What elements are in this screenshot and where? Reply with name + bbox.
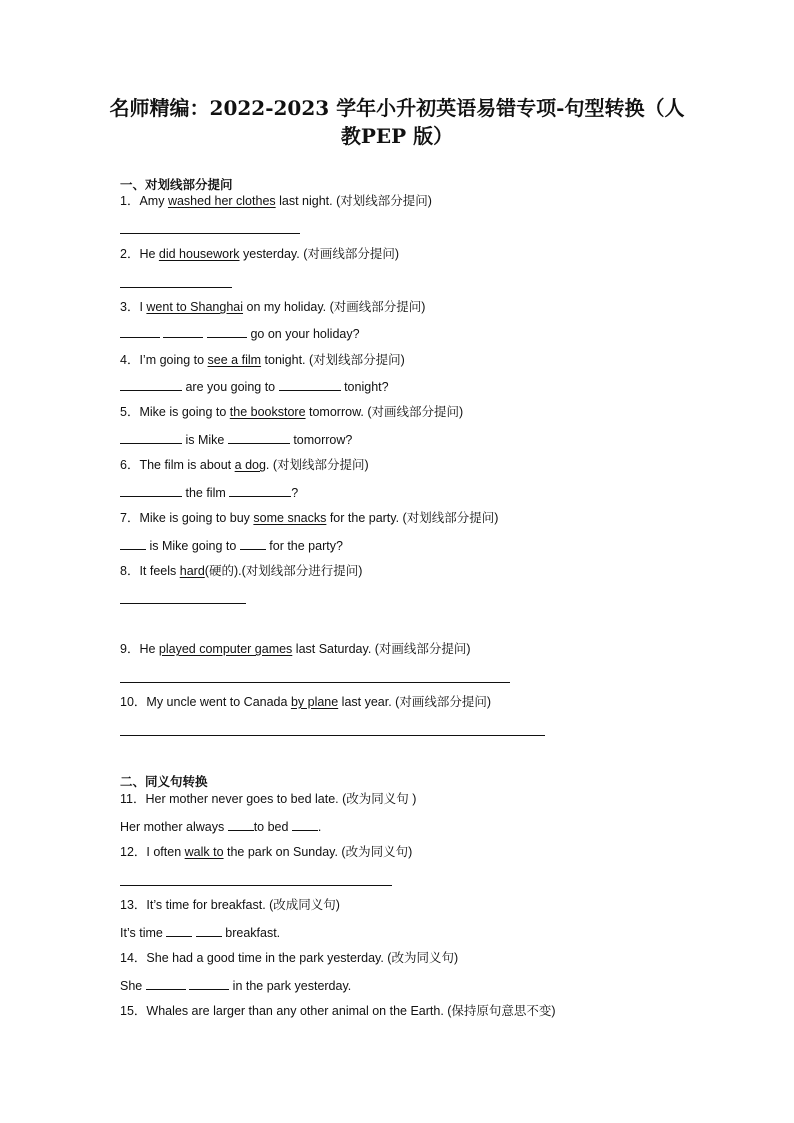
answer-blank[interactable] — [207, 325, 247, 338]
underlined-phrase: washed her clothes — [167, 194, 276, 208]
page-title — [0, 94, 794, 150]
question-instruction: for the party. (对划线部分提问) — [326, 511, 499, 525]
answer-blank[interactable] — [120, 325, 160, 338]
question-text: 2．He — [120, 247, 159, 261]
answer-blank[interactable] — [163, 325, 203, 338]
question-1 — [120, 193, 432, 209]
answer-7 — [120, 537, 343, 554]
question-14: 14．She had a good time in the park yesterday. (改为同义句) — [120, 951, 459, 965]
answer-14 — [120, 977, 351, 994]
question-4 — [120, 352, 405, 368]
answer-text: go on your holiday? — [246, 327, 360, 341]
underlined-phrase: went to Shanghai — [146, 300, 244, 314]
question-13: 13．It’s time for breakfast. (改成同义句) — [120, 898, 340, 912]
answer-blank[interactable] — [189, 977, 229, 990]
underlined-phrase: by plane — [290, 695, 339, 709]
title-line-1: 名师精编：2022-2023 学年小升初英语易错专项-句型转换（人 — [109, 96, 685, 120]
underlined-phrase: hard — [179, 564, 205, 578]
title-line-2: 教PEP 版） — [340, 124, 454, 148]
question-3 — [120, 299, 425, 315]
section-heading-1: 一、对划线部分提问 — [120, 178, 233, 192]
question-9 — [120, 641, 471, 657]
answer-text: the film — [182, 486, 230, 500]
answer-blank[interactable] — [279, 378, 341, 391]
answer-blank[interactable] — [292, 818, 318, 831]
answer-text: in the park yesterday. — [229, 979, 352, 993]
question-text: 6．The film is about — [120, 458, 235, 472]
question-instruction: (硬的).(对划线部分进行提问) — [204, 564, 363, 578]
underlined-phrase: walk to — [184, 845, 224, 859]
question-instruction: last night. (对划线部分提问) — [275, 194, 432, 208]
question-8 — [120, 563, 362, 579]
underlined-phrase: a dog — [234, 458, 266, 472]
answer-blank[interactable] — [228, 431, 290, 444]
answer-text: is Mike going to — [146, 539, 240, 553]
answer-blank[interactable] — [166, 924, 192, 937]
question-6 — [120, 457, 369, 473]
answer-text: are you going to — [182, 380, 279, 394]
answer-text: It’s time — [120, 926, 167, 940]
question-instruction: yesterday. (对画线部分提问) — [239, 247, 400, 261]
answer-blank[interactable] — [146, 977, 186, 990]
answer-3 — [120, 325, 360, 342]
question-text: 9．He — [120, 642, 159, 656]
question-instruction: tomorrow. (对画线部分提问) — [305, 405, 464, 419]
answer-line-9[interactable] — [120, 682, 510, 683]
answer-blank[interactable] — [120, 537, 146, 550]
answer-blank[interactable] — [120, 378, 182, 391]
answer-text: . — [317, 820, 322, 834]
answer-text: She — [120, 979, 146, 993]
question-instruction: the park on Sunday. (改为同义句) — [223, 845, 413, 859]
answer-13 — [120, 924, 280, 941]
answer-line-10[interactable] — [120, 735, 545, 736]
question-text: 7．Mike is going to buy — [120, 511, 254, 525]
underlined-phrase: played computer games — [158, 642, 293, 656]
answer-text: breakfast. — [221, 926, 281, 940]
question-text: 10．My uncle went to Canada — [120, 695, 291, 709]
answer-text: for the party? — [265, 539, 343, 553]
answer-text: ? — [291, 486, 299, 500]
question-text: 5．Mike is going to — [120, 405, 230, 419]
answer-6 — [120, 484, 298, 501]
answer-line-1[interactable] — [120, 233, 300, 234]
question-instruction: tonight. (对划线部分提问) — [261, 353, 405, 367]
answer-text: to bed — [253, 820, 292, 834]
answer-blank[interactable] — [196, 924, 222, 937]
question-15: 15．Whales are larger than any other animal on the Earth. (保持原句意思不变) — [120, 1004, 556, 1018]
question-text: 12．I often — [120, 845, 185, 859]
answer-text: tomorrow? — [289, 433, 353, 447]
question-5 — [120, 404, 463, 420]
question-instruction: last Saturday. (对画线部分提问) — [292, 642, 471, 656]
question-instruction: on my holiday. (对画线部分提问) — [243, 300, 426, 314]
answer-text: tonight? — [340, 380, 389, 394]
question-12 — [120, 844, 412, 860]
answer-blank[interactable] — [240, 537, 266, 550]
answer-blank[interactable] — [228, 818, 254, 831]
question-11: 11．Her mother never goes to bed late. (改为同义句 ) — [120, 792, 417, 806]
question-text: 4．I’m going to — [120, 353, 208, 367]
underlined-phrase: some snacks — [253, 511, 327, 525]
answer-blank[interactable] — [120, 484, 182, 497]
answer-blank[interactable] — [229, 484, 291, 497]
answer-line-12[interactable] — [120, 885, 392, 886]
answer-blank[interactable] — [120, 431, 182, 444]
question-7 — [120, 510, 498, 526]
question-instruction: . (对划线部分提问) — [265, 458, 369, 472]
answer-11 — [120, 818, 321, 835]
section-heading-2: 二、同义句转换 — [120, 775, 208, 789]
question-instruction: last year. (对画线部分提问) — [338, 695, 491, 709]
question-text: 3．I — [120, 300, 147, 314]
answer-line-8[interactable] — [120, 603, 246, 604]
answer-4 — [120, 378, 389, 395]
question-10 — [120, 694, 491, 710]
question-2 — [120, 246, 399, 262]
question-text: 8．It feels — [120, 564, 180, 578]
answer-text: is Mike — [182, 433, 228, 447]
underlined-phrase: see a film — [207, 353, 262, 367]
underlined-phrase: did housework — [158, 247, 240, 261]
underlined-phrase: the bookstore — [229, 405, 306, 419]
question-text: 1．Amy — [120, 194, 168, 208]
answer-line-2[interactable] — [120, 287, 232, 288]
answer-text: Her mother always — [120, 820, 228, 834]
answer-5 — [120, 431, 352, 448]
